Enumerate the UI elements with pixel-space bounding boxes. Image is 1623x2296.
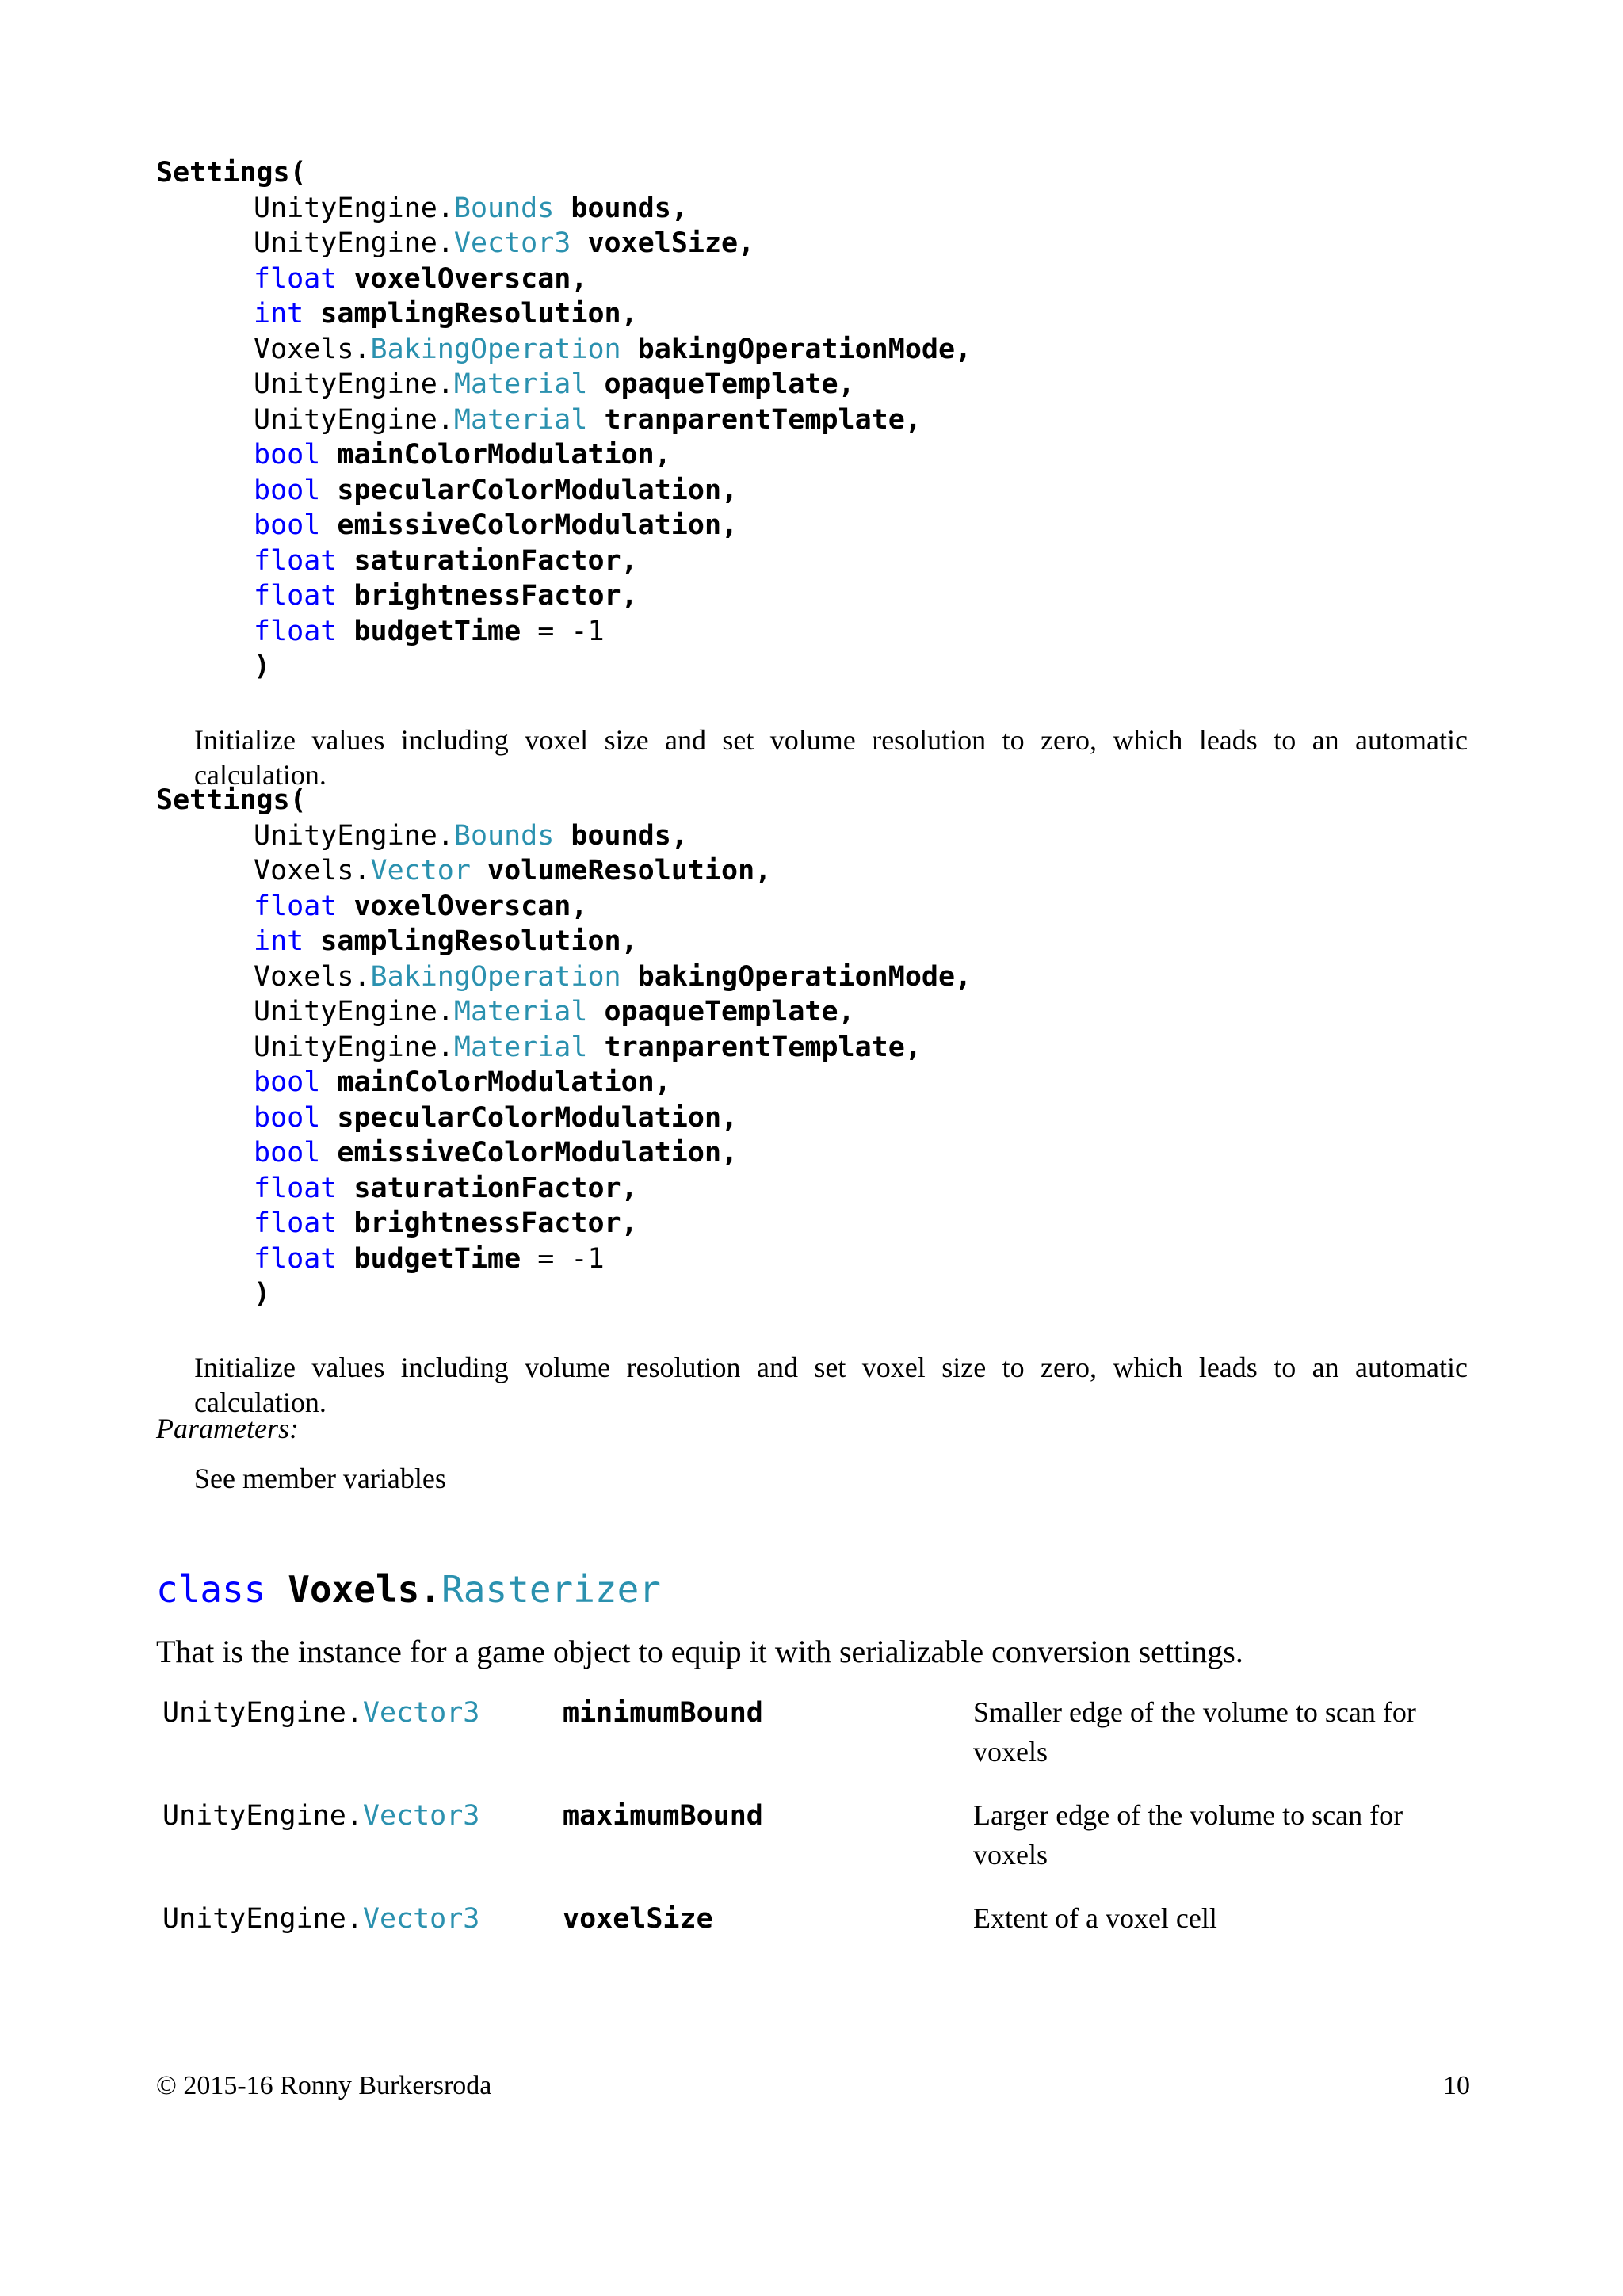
member-type-name: Vector3	[362, 1697, 480, 1729]
member-name: maximumBound	[563, 1800, 763, 1832]
param-type: Bounds	[453, 192, 555, 224]
param-namespace: UnityEngine.	[254, 1031, 454, 1063]
signature-param	[156, 261, 972, 297]
param-type: float	[254, 1172, 338, 1204]
param-suffix: ,	[621, 925, 638, 957]
members-table	[162, 1692, 1470, 2001]
signature-params	[156, 818, 972, 1277]
param-namespace: UnityEngine.	[254, 227, 454, 259]
signature-head: Settings(	[156, 157, 307, 189]
signature-param	[156, 994, 972, 1030]
param-type: bool	[254, 1066, 321, 1098]
param-type: float	[254, 890, 338, 922]
member-type-prefix: UnityEngine.	[162, 1800, 363, 1832]
signature-close: )	[254, 1278, 271, 1310]
param-namespace: Voxels.	[254, 855, 371, 887]
param-name: emissiveColorModulation	[337, 1137, 722, 1169]
signature-param	[156, 1030, 972, 1066]
param-suffix: ,	[838, 368, 855, 400]
param-namespace: UnityEngine.	[254, 403, 454, 436]
param-name: voxelOverscan	[353, 262, 571, 295]
param-name: mainColorModulation	[337, 439, 655, 471]
param-namespace: Voxels.	[254, 960, 371, 993]
param-suffix: ,	[621, 298, 638, 330]
signature-param	[156, 1206, 972, 1241]
signature-param	[156, 543, 972, 579]
footer-copyright: © 2015-16 Ronny Burkersroda	[156, 2071, 492, 2100]
member-description: Extent of a voxel cell	[973, 1902, 1217, 1934]
param-namespace: UnityEngine.	[254, 996, 454, 1028]
signature-param	[156, 473, 972, 509]
param-type: bool	[254, 439, 321, 471]
param-name: volumeResolution	[487, 855, 755, 887]
signature-param	[156, 1065, 972, 1100]
signature-param	[156, 367, 972, 402]
param-name: brightnessFactor	[353, 580, 621, 612]
param-suffix: = -1	[521, 615, 605, 647]
signature-param	[156, 614, 972, 650]
param-name: budgetTime	[353, 1242, 521, 1275]
param-type: float	[254, 615, 338, 647]
param-suffix: ,	[754, 855, 772, 887]
param-suffix: ,	[670, 192, 688, 224]
param-namespace: Voxels.	[254, 333, 371, 365]
class-heading	[156, 1566, 661, 1613]
member-type-name: Vector3	[362, 1903, 480, 1935]
param-name: bakingOperationMode	[637, 960, 956, 993]
signature-param	[156, 1100, 972, 1136]
param-name: opaqueTemplate	[604, 996, 838, 1028]
param-type: float	[254, 1242, 338, 1275]
param-name: budgetTime	[353, 615, 521, 647]
param-name: emissiveColorModulation	[337, 509, 722, 541]
param-name: voxelSize	[587, 227, 739, 259]
signature-param	[156, 1171, 972, 1207]
member-type	[162, 1903, 479, 1935]
param-suffix: ,	[955, 333, 972, 365]
param-name: brightnessFactor	[353, 1207, 621, 1239]
signature-param	[156, 1241, 972, 1277]
param-name: bakingOperationMode	[637, 333, 956, 365]
param-type: bool	[254, 474, 321, 506]
param-suffix: ,	[721, 1101, 739, 1134]
param-suffix: ,	[621, 1172, 638, 1204]
param-type: float	[254, 580, 338, 612]
param-name: samplingResolution	[320, 925, 621, 957]
param-name: saturationFactor	[353, 1172, 621, 1204]
param-type: Vector3	[453, 227, 571, 259]
constructor-signature-1	[156, 155, 972, 685]
param-type: Vector	[370, 855, 471, 887]
signature-param	[156, 332, 972, 368]
param-name: specularColorModulation	[337, 1101, 722, 1134]
param-namespace: UnityEngine.	[254, 368, 454, 400]
param-name: tranparentTemplate	[604, 1031, 905, 1063]
param-suffix: ,	[738, 227, 755, 259]
param-suffix: ,	[621, 1207, 638, 1239]
param-type: Material	[453, 368, 588, 400]
param-name: bounds	[571, 192, 671, 224]
param-name: bounds	[571, 819, 671, 852]
member-description: Smaller edge of the volume to scan for voxels	[973, 1696, 1416, 1768]
signature-param	[156, 226, 972, 261]
class-description: That is the instance for a game object to equip it with serializable conversion settings.	[156, 1634, 1243, 1669]
param-suffix: ,	[955, 960, 972, 993]
param-suffix: = -1	[521, 1242, 605, 1275]
param-name: voxelOverscan	[353, 890, 571, 922]
param-namespace: UnityEngine.	[254, 192, 454, 224]
param-suffix: ,	[654, 439, 671, 471]
member-type	[162, 1800, 479, 1832]
param-suffix: ,	[571, 890, 588, 922]
param-type: bool	[254, 509, 321, 541]
signature-param	[156, 191, 972, 227]
member-name: voxelSize	[563, 1903, 713, 1935]
param-suffix: ,	[571, 262, 588, 295]
param-name: samplingResolution	[320, 298, 621, 330]
param-type: bool	[254, 1101, 321, 1134]
param-name: saturationFactor	[353, 544, 621, 577]
signature-param	[156, 959, 972, 995]
class-namespace: Voxels.	[288, 1568, 442, 1611]
param-type: Material	[453, 403, 588, 436]
param-type: BakingOperation	[370, 960, 621, 993]
class-keyword: class	[156, 1568, 266, 1611]
signature-param	[156, 889, 972, 925]
param-namespace: UnityEngine.	[254, 819, 454, 852]
param-suffix: ,	[838, 996, 855, 1028]
param-type: BakingOperation	[370, 333, 621, 365]
member-type	[162, 1697, 479, 1729]
member-description: Larger edge of the volume to scan for voxels	[973, 1799, 1403, 1871]
parameters-label: Parameters:	[156, 1413, 299, 1444]
signature-param	[156, 578, 972, 614]
param-name: tranparentTemplate	[604, 403, 905, 436]
signature-param	[156, 1135, 972, 1171]
signature-param	[156, 508, 972, 543]
member-row	[162, 1795, 1470, 1898]
param-suffix: ,	[721, 509, 739, 541]
param-type: float	[254, 544, 338, 577]
signature-param	[156, 296, 972, 332]
param-name: specularColorModulation	[337, 474, 722, 506]
footer-page-number: 10	[1443, 2071, 1470, 2100]
param-type: Bounds	[453, 819, 555, 852]
member-type-prefix: UnityEngine.	[162, 1903, 363, 1935]
param-suffix: ,	[904, 1031, 922, 1063]
param-type: float	[254, 1207, 338, 1239]
member-type-prefix: UnityEngine.	[162, 1697, 363, 1729]
param-suffix: ,	[721, 1137, 739, 1169]
signature-param	[156, 437, 972, 473]
param-suffix: ,	[654, 1066, 671, 1098]
constructor-description-1: Initialize values including voxel size and set volume resolution to zero, which leads to an automatic calculation.	[194, 724, 1468, 791]
param-type: Material	[453, 996, 588, 1028]
param-type: bool	[254, 1137, 321, 1169]
parameters-text: See member variables	[194, 1463, 446, 1494]
signature-param	[156, 853, 972, 889]
signature-param	[156, 818, 972, 854]
member-row	[162, 1898, 1470, 2001]
param-type: int	[254, 298, 304, 330]
signature-close: )	[254, 650, 271, 682]
param-name: mainColorModulation	[337, 1066, 655, 1098]
signature-param	[156, 924, 972, 959]
class-name: Rasterizer	[441, 1568, 662, 1611]
signature-params	[156, 191, 972, 650]
member-row	[162, 1692, 1470, 1795]
param-name: opaqueTemplate	[604, 368, 838, 400]
param-suffix: ,	[670, 819, 688, 852]
param-suffix: ,	[721, 474, 739, 506]
signature-head: Settings(	[156, 784, 307, 816]
param-suffix: ,	[621, 544, 638, 577]
param-suffix: ,	[904, 403, 922, 436]
param-type: int	[254, 925, 304, 957]
constructor-description-2: Initialize values including volume resolution and set voxel size to zero, which leads to an automatic calculation.	[194, 1352, 1468, 1418]
member-name: minimumBound	[563, 1697, 763, 1729]
param-suffix: ,	[621, 580, 638, 612]
param-type: float	[254, 262, 338, 295]
signature-param	[156, 402, 972, 438]
member-type-name: Vector3	[362, 1800, 480, 1832]
constructor-signature-2	[156, 783, 972, 1312]
param-type: Material	[453, 1031, 588, 1063]
